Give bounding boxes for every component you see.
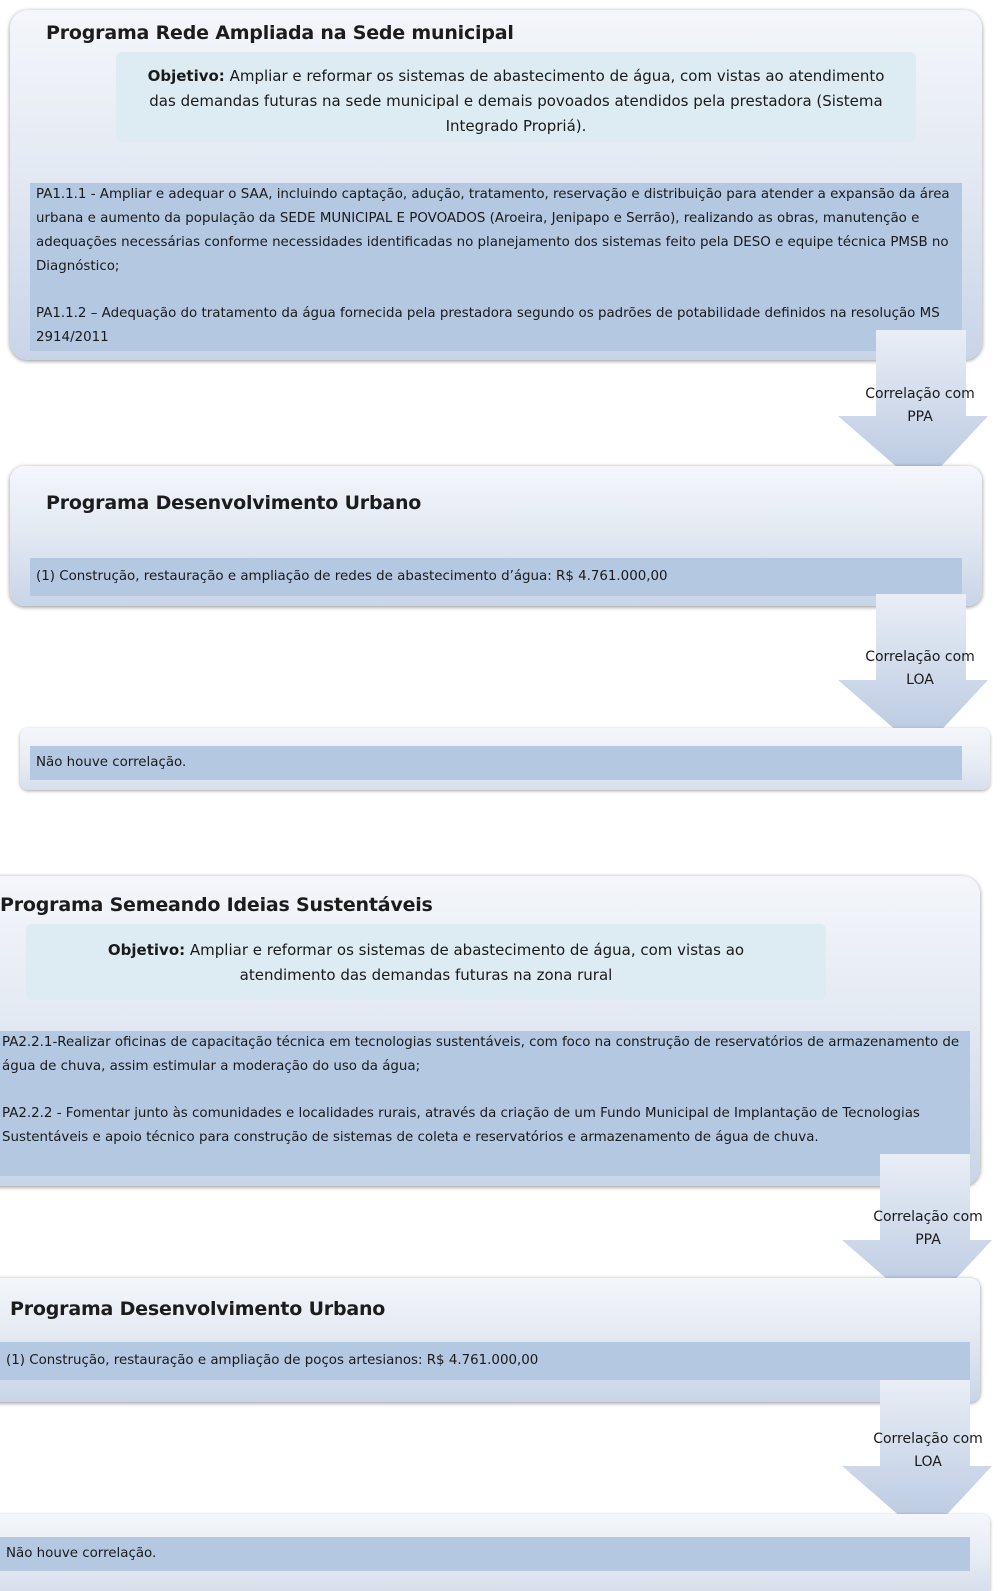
action-item: PA1.1.2 – Adequação do tratamento da água fornecida pela prestadora segundo os padrões de potabilidade definidos na resolução MS 2914/2011 bbox=[36, 306, 940, 345]
loa-result: Não houve correlação. bbox=[0, 1537, 970, 1571]
ppa-item: (1) Construção, restauração e ampliação de redes de abastecimento d’água: R$ 4.761.000,00 bbox=[30, 558, 962, 596]
action-list bbox=[0, 1031, 970, 1176]
arrow-label-loa: Correlação com LOA bbox=[873, 1431, 983, 1470]
action-item: PA2.2.1-Realizar oficinas de capacitação técnica em tecnologias sustentáveis, com foco na construção de reservatórios de armazenamento de água de chuva, assim estimular a moderação do uso da água; bbox=[2, 1035, 960, 1074]
arrow-label-ppa: Correlação com PPA bbox=[873, 1209, 983, 1248]
action-list bbox=[30, 183, 962, 351]
objective-label: Objetivo: bbox=[147, 67, 225, 85]
objective-text: Ampliar e reformar os sistemas de abastecimento de água, com vistas ao atendimento das demandas futuras na sede municipal e demais povoados atendidos pela prestadora (Sistema Integrado Propriá). bbox=[149, 67, 885, 135]
ppa-panel bbox=[0, 1278, 980, 1402]
objective-text: Ampliar e reformar os sistemas de abastecimento de água, com vistas ao atendimento das demandas futuras na zona rural bbox=[185, 941, 745, 984]
program-title: Programa Semeando Ideias Sustentáveis bbox=[0, 894, 433, 916]
program-title: Programa Rede Ampliada na Sede municipal bbox=[46, 22, 514, 44]
objective-box bbox=[26, 924, 826, 1000]
action-item: PA2.2.2 - Fomentar junto às comunidades e localidades rurais, através da criação de um Fundo Municipal de Implantação de Tecnologias Sustentáveis e apoio técnico para construção de sistemas de coleta e reservatórios e armazenamento de água de chuva. bbox=[2, 1106, 920, 1145]
objective-box bbox=[116, 52, 916, 142]
ppa-item: (1) Construção, restauração e ampliação de poços artesianos: R$ 4.761.000,00 bbox=[0, 1342, 970, 1380]
ppa-program-title: Programa Desenvolvimento Urbano bbox=[10, 1298, 386, 1320]
objective-label: Objetivo: bbox=[107, 941, 186, 959]
loa-result: Não houve correlação. bbox=[30, 746, 962, 780]
ppa-program-title: Programa Desenvolvimento Urbano bbox=[46, 492, 422, 514]
arrow-label-loa: Correlação com LOA bbox=[865, 649, 975, 688]
arrow-label-ppa: Correlação com PPA bbox=[865, 386, 975, 425]
action-item: PA1.1.1 - Ampliar e adequar o SAA, incluindo captação, adução, tratamento, reservação e distribuição para atender a expansão da área urbana e aumento da população da SEDE MUNICIPAL E POVOADOS (Aroeira, Jenipapo e Serrão), realizando as obras, manutenção e adequações necessárias conforme necessidades identificadas no planejamento dos sistemas feito pela DESO e equipe técnica PMSB no Diagnóstico; bbox=[36, 187, 950, 274]
